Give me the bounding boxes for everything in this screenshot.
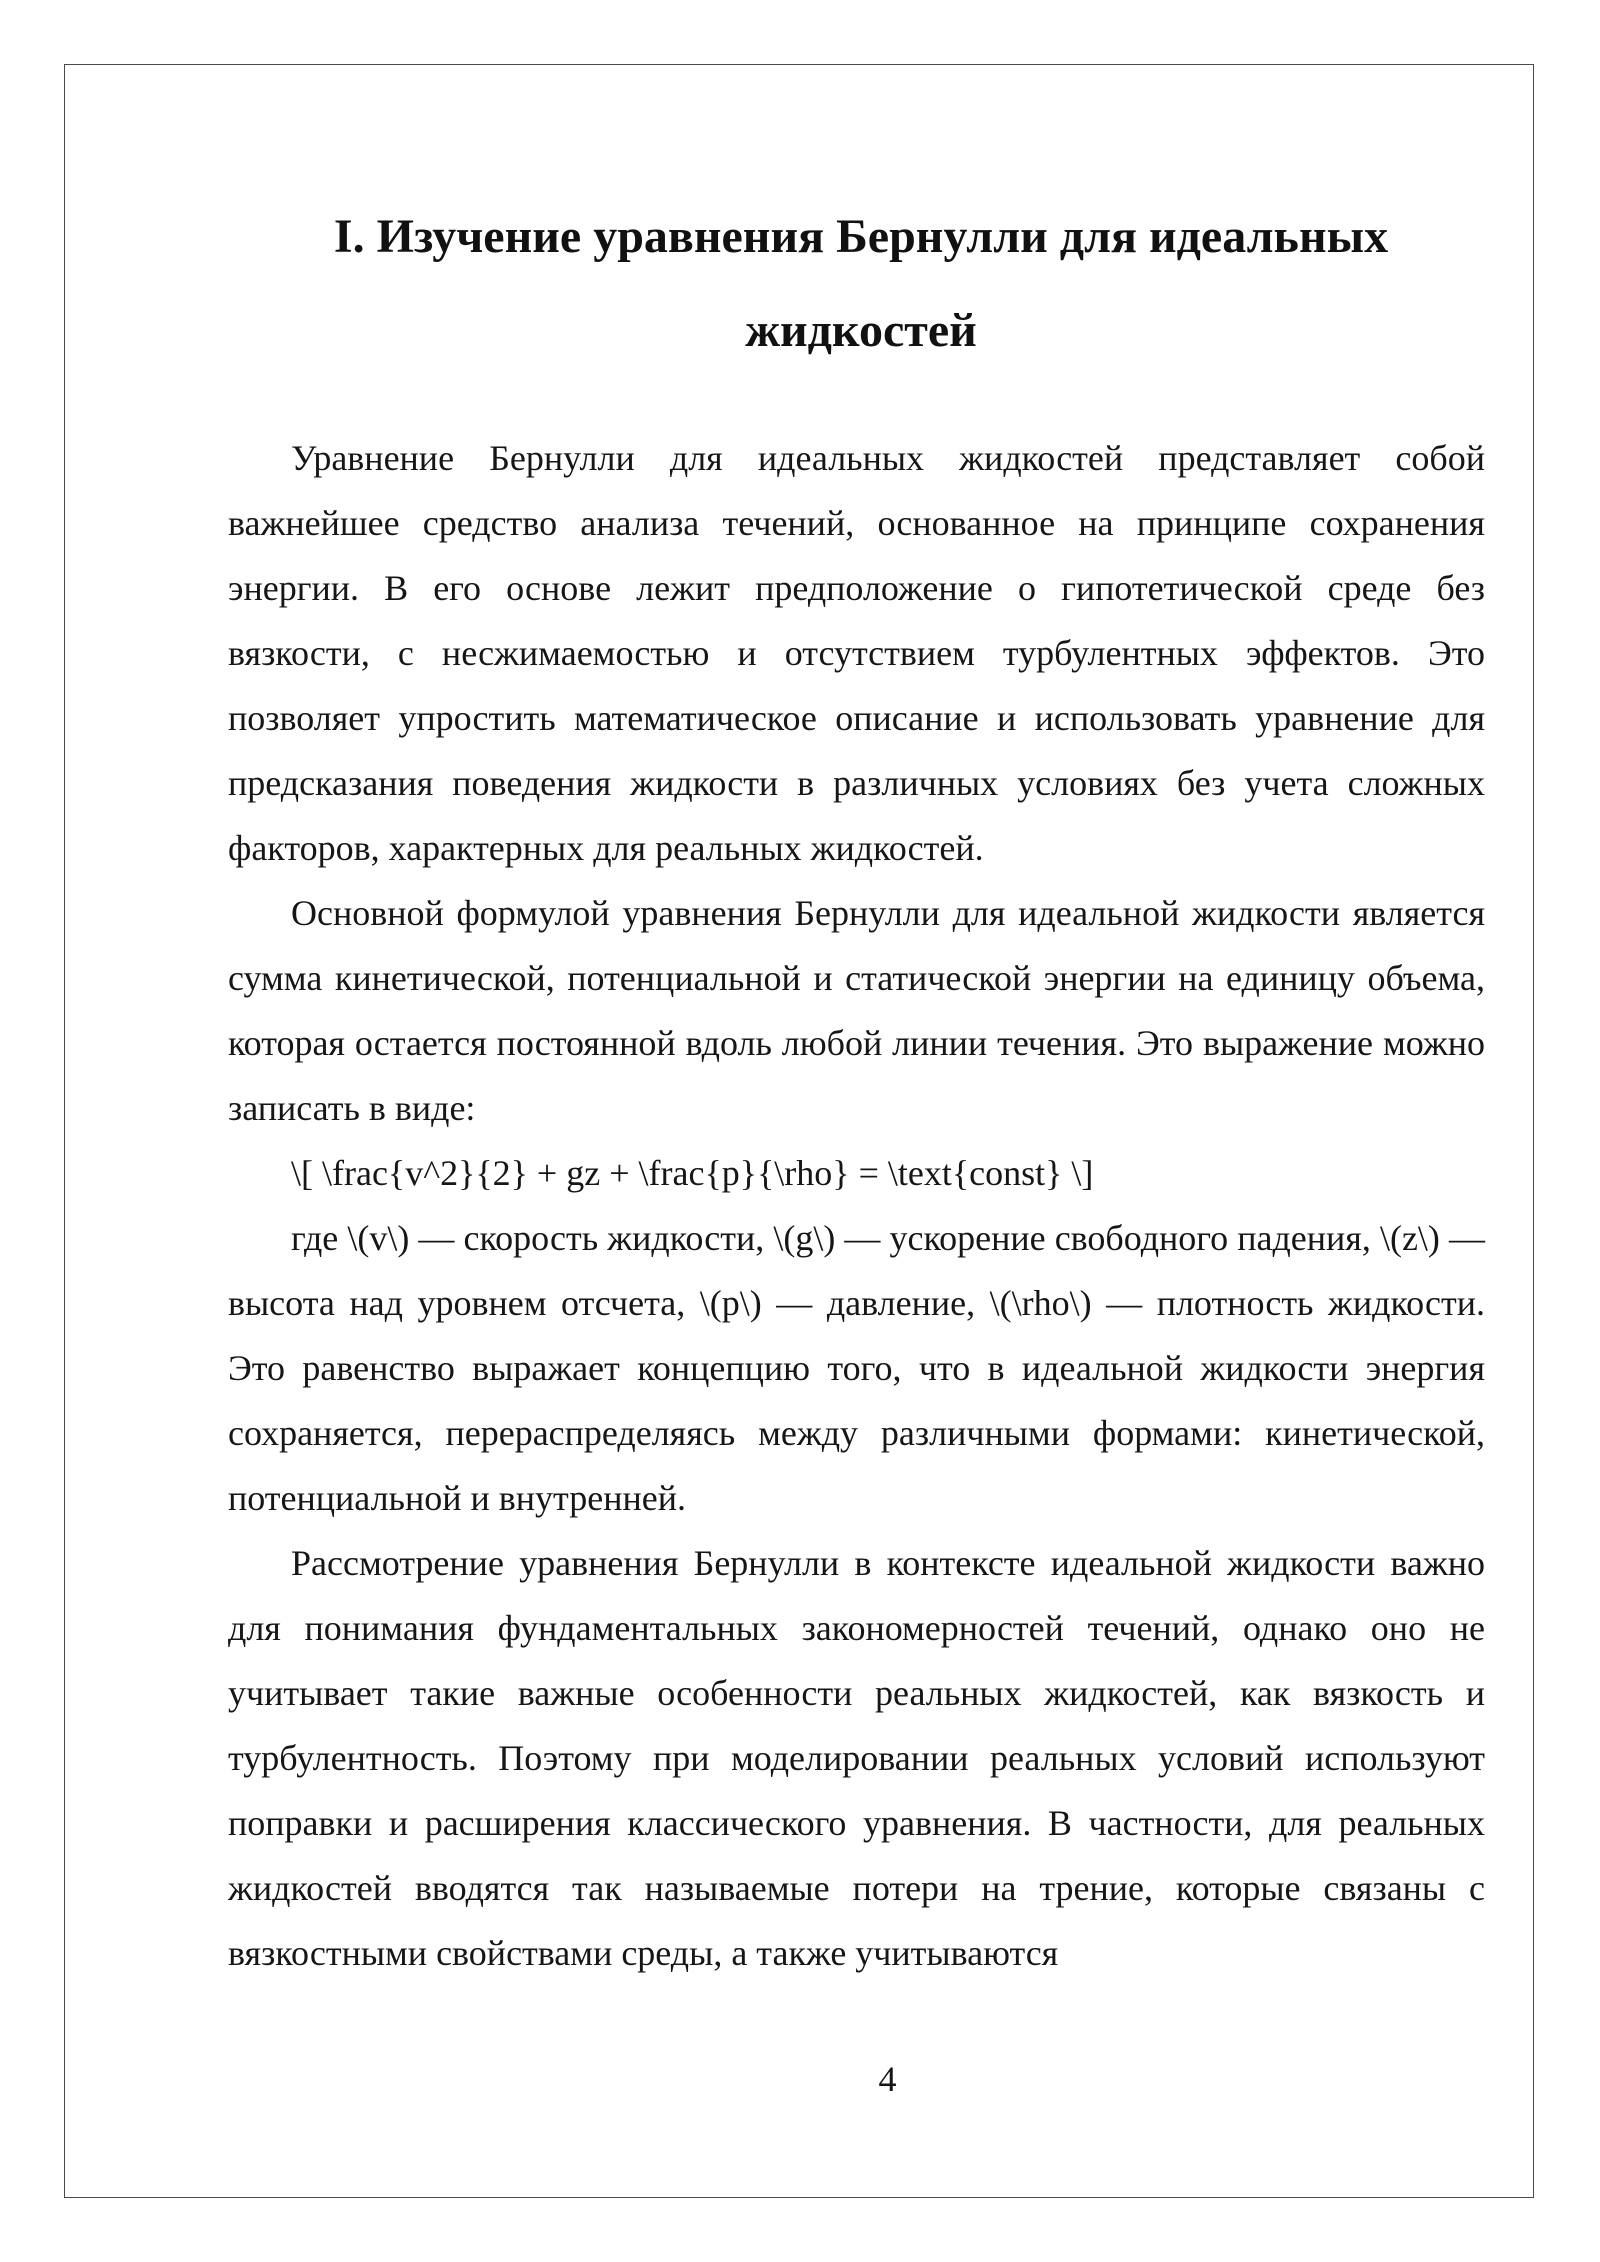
paragraph-real-fluids: Рассмотрение уравнения Бернулли в контексте идеальной жидкости важно для понимания фундаментальных закономерностей течений, однако оно не учитывает такие важные особенности реальных жидкостей, как вязкость и турбулентность. Поэтому при моделировании реальных условий используют поправки и расширения классического уравнения. В частности, для реальных жидкостей вводятся так называемые потери на трение, которые связаны с вязкостными свойствами среды, а также учитываются [228, 1543, 1485, 1973]
paragraph-variable-definitions: где \(v\) — скорость жидкости, \(g\) — ускорение свободного падения, \(z\) — высота над уровнем отсчета, \(p\) — давление, \(\rho\) — плотность жидкости. Это равенство выражает концепцию того, что в идеальной жидкости энергия сохраняется, перераспределяясь между различными формами: кинетической, потенциальной и внутренней. [228, 1218, 1485, 1518]
body-text [228, 426, 1485, 1986]
formula-line: \[ \frac{v^2}{2} + gz + \frac{p}{\rho} = \text{const} \] [291, 1153, 1094, 1193]
paragraph-introduction: Уравнение Бернулли для идеальных жидкостей представляет собой важнейшее средство анализа течений, основанное на принципе сохранения энергии. В его основе лежит предположение о гипотетической среде без вязкости, с несжимаемостью и отсутствием турбулентных эффектов. Это позволяет упростить математическое описание и использовать уравнение для предсказания поведения жидкости в различных условиях без учета сложных факторов, характерных для реальных жидкостей. [228, 438, 1485, 868]
paragraph-main-formula-description: Основной формулой уравнения Бернулли для идеальной жидкости является сумма кинетической, потенциальной и статической энергии на единицу объема, которая остается постоянной вдоль любой линии течения. Это выражение можно записать в виде: [228, 893, 1485, 1128]
page-number: 4 [878, 2059, 897, 2099]
section-heading: I. Изучение уравнения Бернулли для идеальных жидкостей [333, 210, 1389, 357]
